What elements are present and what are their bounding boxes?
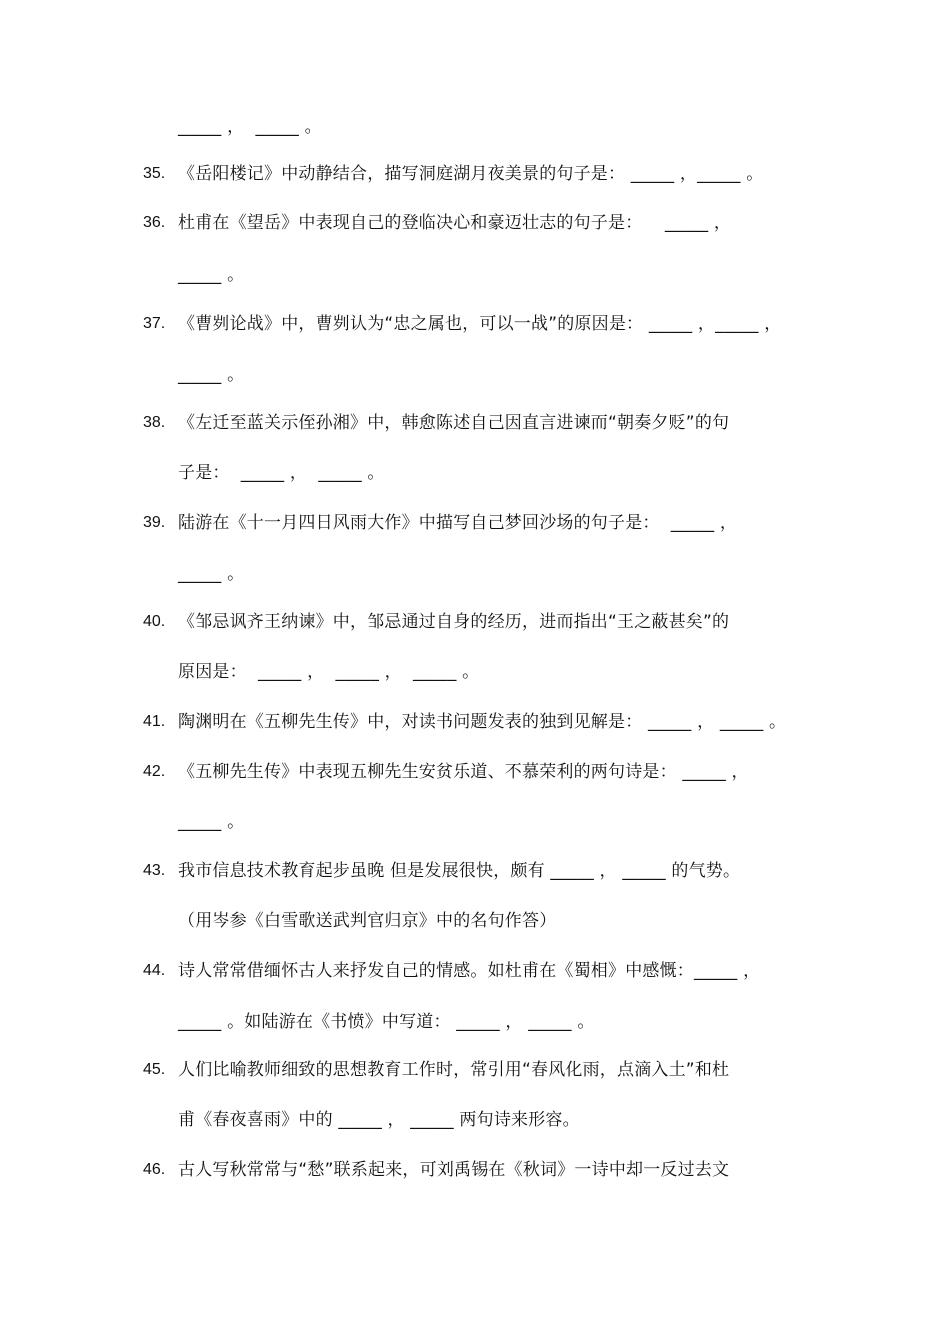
question-line	[0, 805, 950, 839]
question-number: 45.	[143, 1061, 166, 1078]
question-text: 《五柳先生传》中表现五柳先生安贫乐道、不慕荣利的两句诗是： _____ ，	[178, 762, 749, 782]
question-number: 40.	[143, 613, 166, 630]
question-line	[0, 1053, 950, 1087]
question-number: 46.	[143, 1161, 166, 1178]
question-text: _____ 。	[178, 812, 245, 832]
question-number: 38.	[143, 414, 166, 431]
question-number: 44.	[143, 962, 166, 979]
question-line	[0, 557, 950, 591]
question-line	[0, 605, 950, 639]
question-line	[0, 655, 950, 689]
question-line	[0, 954, 950, 988]
question-line	[0, 307, 950, 341]
question-number: 37.	[143, 315, 166, 332]
question-text: _____ 。	[178, 365, 245, 385]
question-text: 诗人常常借缅怀古人来抒发自己的情感。如杜甫在《蜀相》中感慨：_____ ，	[178, 961, 761, 981]
question-line	[0, 1103, 950, 1137]
question-number: 43.	[143, 862, 166, 879]
question-text: 人们比喻教师细致的思想教育工作时，常引用“春风化雨，点滴入土”和杜	[178, 1060, 730, 1080]
question-text: 甫《春夜喜雨》中的 _____ ， _____ 两句诗来形容。	[178, 1110, 580, 1130]
question-line	[0, 406, 950, 440]
question-text: _____ 。	[178, 564, 245, 584]
question-text: 原因是： _____ ， _____ ， _____ 。	[178, 662, 480, 682]
question-text: 《曹刿论战》中，曹刿认为“忠之属也，可以一战”的原因是： _____ ，_____ ，	[178, 314, 782, 334]
question-line	[0, 854, 950, 888]
question-line	[0, 258, 950, 292]
question-text: _____ 。	[178, 265, 245, 285]
question-text: （用岑参《白雪歌送武判官归京》中的名句作答）	[178, 911, 557, 931]
question-line	[0, 1153, 950, 1187]
question-text: 古人写秋常常与“愁”联系起来，可刘禹锡在《秋词》一诗中却一反过去文	[178, 1160, 730, 1180]
question-line	[0, 110, 950, 144]
question-text: 陆游在《十一月四日风雨大作》中描写自己梦回沙场的句子是： _____ ，	[178, 513, 738, 533]
question-number: 42.	[143, 763, 166, 780]
question-text: 《邹忌讽齐王纳谏》中，邹忌通过自身的经历，进而指出“王之蔽甚矣”的	[178, 612, 730, 632]
question-text: 杜甫在《望岳》中表现自己的登临决心和豪迈壮志的句子是： _____ ，	[178, 213, 732, 233]
question-text: 《左迁至蓝关示侄孙湘》中，韩愈陈述自己因直言进谏而“朝奏夕贬”的句	[178, 413, 730, 433]
question-line	[0, 755, 950, 789]
question-number: 39.	[143, 514, 166, 531]
question-line	[0, 206, 950, 240]
question-line	[0, 904, 950, 938]
question-text: _____ 。如陆游在《书愤》中写道： _____ ， _____ 。	[178, 1012, 595, 1032]
question-text: 《岳阳楼记》中动静结合，描写洞庭湖月夜美景的句子是： _____ ，_____ 。	[178, 164, 764, 184]
question-text: 我市信息技术教育起步虽晚 但是发展很快，颇有 _____ ， _____ 的气势。	[178, 861, 741, 881]
question-line	[0, 705, 950, 739]
question-number: 35.	[143, 165, 166, 182]
question-text: _____ ， _____ 。	[178, 117, 322, 137]
question-line	[0, 456, 950, 490]
question-text: 子是： _____ ， _____ 。	[178, 463, 385, 483]
question-line	[0, 1005, 950, 1039]
question-number: 36.	[143, 214, 166, 231]
question-line	[0, 358, 950, 392]
question-number: 41.	[143, 713, 166, 730]
question-text: 陶渊明在《五柳先生传》中，对读书问题发表的独到见解是： _____ ， _____ 。	[178, 712, 787, 732]
question-line	[0, 157, 950, 191]
question-line	[0, 506, 950, 540]
